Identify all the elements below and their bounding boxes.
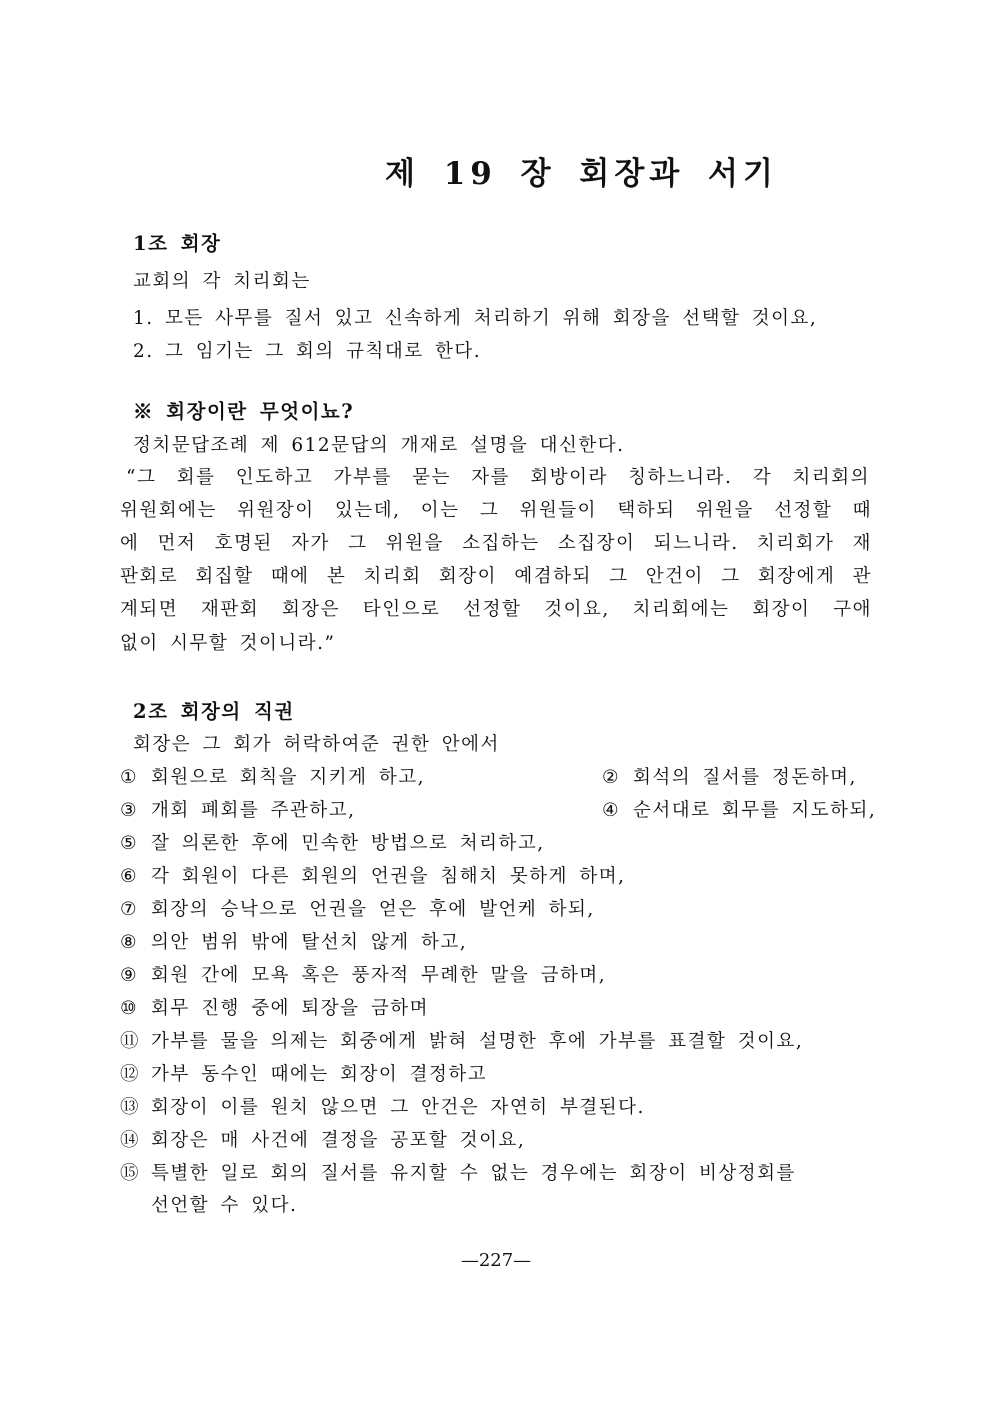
list-item [120, 931, 467, 955]
list-item [120, 997, 429, 1021]
item-text: 순서대로 회무를 지도하되, [633, 800, 877, 821]
item-continuation: 선언할 수 있다. [151, 1195, 298, 1216]
item-text: 회장이 이를 원치 않으면 그 안건은 자연히 부결된다. [151, 1097, 645, 1118]
item-number: ⑨ [120, 965, 139, 986]
item-number: ④ [602, 800, 621, 821]
section1-line-1: 1. 모든 사무를 질서 있고 신속하게 처리하기 위해 회장을 선택할 것이요, [133, 308, 818, 329]
item-number: ③ [120, 800, 139, 821]
list-item [120, 799, 877, 823]
item-number: ② [602, 767, 621, 788]
item-text: 회원 간에 모욕 혹은 풍자적 무례한 말을 금하며, [151, 965, 607, 986]
item-number: ⑫ [120, 1064, 141, 1085]
note-quote-line: “그 회를 인도하고 가부를 묻는 자를 회방이라 칭하느니라. 각 치리회의 [126, 467, 870, 488]
list-item [120, 1096, 645, 1120]
item-text: 가부를 물을 의제는 회중에게 밝혀 설명한 후에 가부를 표결할 것이요, [151, 1031, 804, 1052]
note-intro: 정치문답조례 제 612문답의 개재로 설명을 대신한다. [133, 435, 625, 456]
section1-heading: 1조 회장 [133, 232, 222, 255]
item-number: ⑥ [120, 866, 139, 887]
list-item [120, 832, 545, 856]
list-item [120, 964, 606, 988]
item-number: ⑩ [120, 998, 139, 1019]
item-text: 회무 진행 중에 퇴장을 금하며 [151, 998, 429, 1019]
item-number: ① [120, 767, 139, 788]
item-text: 특별한 일로 회의 질서를 유지할 수 없는 경우에는 회장이 비상정회를 [151, 1163, 796, 1184]
list-item [120, 1162, 796, 1186]
item-number: ⑮ [120, 1163, 141, 1184]
item-text: 회원으로 회칙을 지키게 하고, [151, 767, 425, 788]
item-number: ⑤ [120, 833, 139, 854]
item-number: ⑦ [120, 899, 139, 920]
item-text: 회장의 승낙으로 언권을 얻은 후에 발언케 하되, [151, 899, 595, 920]
item-number: ⑭ [120, 1130, 141, 1151]
list-item [120, 766, 857, 790]
item-text: 가부 동수인 때에는 회장이 결정하고 [151, 1064, 488, 1085]
note-quote-line: 계되면 재판회 회장은 타인으로 선정할 것이요, 치리회에는 회장이 구애 [120, 599, 872, 620]
list-item [120, 865, 625, 889]
note-quote-line: 에 먼저 호명된 자가 그 위원을 소집하는 소집장이 되느니라. 치리회가 재 [120, 533, 872, 554]
item-text: 개회 폐회를 주관하고, [151, 800, 356, 821]
item-number: ⑪ [120, 1031, 141, 1052]
note-heading: ※ 회장이란 무엇이뇨? [133, 400, 355, 423]
list-item [120, 898, 595, 922]
page-number: —227— [460, 1250, 532, 1271]
section2-intro: 회장은 그 회가 허락하여준 권한 안에서 [133, 734, 500, 755]
note-quote-line: 판회로 회집할 때에 본 치리회 회장이 예겸하되 그 안건이 그 회장에게 관 [120, 566, 872, 587]
section1-line-2: 2. 그 임기는 그 회의 규칙대로 한다. [133, 341, 482, 362]
item-text: 각 회원이 다른 회원의 언권을 침해치 못하게 하며, [151, 866, 626, 887]
list-item [120, 1063, 487, 1087]
section1-intro: 교회의 각 치리회는 [133, 271, 311, 292]
note-quote-line: 없이 시무할 것이니라.” [120, 633, 336, 654]
list-item [120, 1030, 803, 1054]
chapter-title: 제 19 장 회장과 서기 [385, 156, 778, 192]
item-text: 잘 의론한 후에 민속한 방법으로 처리하고, [151, 833, 545, 854]
note-quote-line: 위원회에는 위원장이 있는데, 이는 그 위원들이 택하되 위원을 선정할 때 [120, 500, 872, 521]
item-number: ⑬ [120, 1097, 141, 1118]
item-text: 의안 범위 밖에 탈선치 않게 하고, [151, 932, 468, 953]
item-text: 회장은 매 사건에 결정을 공포할 것이요, [151, 1130, 526, 1151]
section2-heading: 2조 회장의 직권 [133, 700, 295, 723]
item-text: 회석의 질서를 정돈하며, [633, 767, 857, 788]
item-number: ⑧ [120, 932, 139, 953]
list-item [120, 1129, 525, 1153]
